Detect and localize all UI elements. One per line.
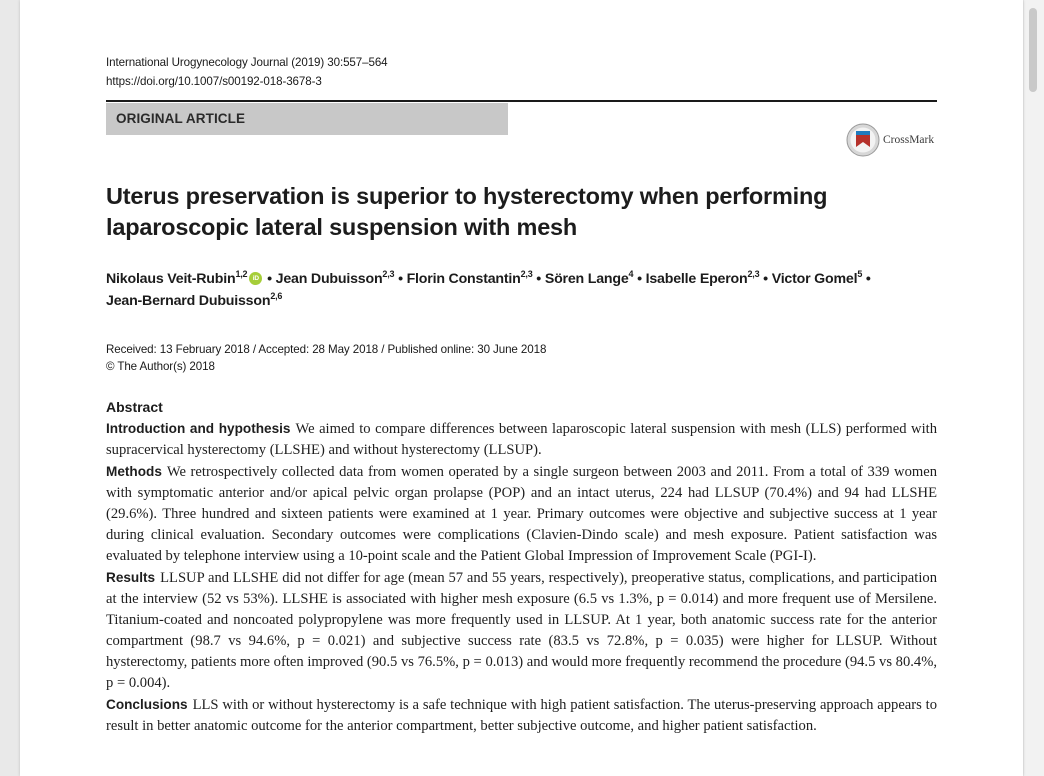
abstract-section-conclusions bbox=[106, 694, 937, 737]
author-separator: • bbox=[263, 271, 276, 287]
abstract-heading: Abstract bbox=[106, 399, 163, 415]
article-title: Uterus preservation is superior to hysterectomy when performing laparoscopic lateral suspension with mesh bbox=[106, 183, 828, 240]
section-label: Results bbox=[106, 570, 156, 585]
author-name: Jean Dubuisson bbox=[275, 271, 383, 287]
author-affiliation: 1,2 bbox=[235, 269, 248, 279]
abstract-section-methods bbox=[106, 461, 937, 567]
author-name: Jean-Bernard Dubuisson bbox=[106, 293, 271, 309]
author-name: Victor Gomel bbox=[771, 271, 858, 287]
author-affiliation: 2,6 bbox=[270, 291, 283, 301]
crossmark-icon bbox=[846, 122, 880, 158]
author[interactable] bbox=[106, 271, 263, 287]
article-type-banner bbox=[106, 103, 508, 135]
author-name: Isabelle Eperon bbox=[645, 271, 748, 287]
author-name: Florin Constantin bbox=[406, 271, 521, 287]
scrollbar[interactable] bbox=[1024, 0, 1044, 776]
section-text: We retrospectively collected data from women operated by a single surgeon between 2003 and 2011. From a total of 339 women with symptomatic anterior and/or apical pelvic organ prolapse (POP) and an intact uterus, 224 had LLSUP (70.4%) and 94 had LLSHE (29.6%). Three hundred and sixteen patients were examined at 1 year. Primary outcomes were objective and subjective success at 1 year during clinical evaluation. Secondary outcomes were complications (Clavien-Dindo scale) and mesh exposure. Patient satisfaction was evaluated by telephone interview using a 10-point scale and the Patient Global Impression of Improvement Scale (PGI-I). bbox=[106, 464, 937, 564]
author[interactable] bbox=[545, 271, 634, 287]
pdf-page bbox=[20, 0, 1023, 776]
section-label: Conclusions bbox=[106, 697, 188, 712]
author-separator: • bbox=[862, 271, 871, 287]
abstract-section-results bbox=[106, 567, 937, 694]
author[interactable] bbox=[276, 271, 395, 287]
author-affiliation: 2,3 bbox=[747, 269, 760, 279]
article-type-label: ORIGINAL ARTICLE bbox=[116, 111, 246, 126]
header-rule bbox=[106, 100, 937, 102]
section-label: Introduction and hypothesis bbox=[106, 421, 291, 436]
abstract-section-introduction bbox=[106, 418, 937, 461]
author-name: Nikolaus Veit-Rubin bbox=[106, 271, 236, 287]
section-label: Methods bbox=[106, 464, 162, 479]
publication-dates: Received: 13 February 2018 / Accepted: 28 May 2018 / Published online: 30 June 2018 bbox=[106, 343, 547, 356]
doi-link[interactable]: https://doi.org/10.1007/s00192-018-3678-3 bbox=[106, 75, 322, 88]
journal-citation: International Urogynecology Journal (2019) 30:557–564 bbox=[106, 56, 388, 69]
author-list bbox=[106, 268, 946, 312]
abstract-body bbox=[106, 418, 937, 737]
section-text: LLS with or without hysterectomy is a safe technique with high patient satisfaction. The uterus-preserving approach appears to result in better anatomic outcome for the anterior compartment, better subjective outcome, and higher patient satisfaction. bbox=[106, 697, 937, 734]
author[interactable] bbox=[772, 271, 862, 287]
author-separator: • bbox=[394, 271, 407, 287]
section-text: LLSUP and LLSHE did not differ for age (mean 57 and 55 years, respectively), preoperative status, complications, and participation at the interview (52 vs 53%). LLSHE is associated with higher mesh exposure (6.5 vs 1.3%, p = 0.014) and more frequent use of Mersilene. Titanium-coated and noncoated polypropylene was more frequently used in LLSUP. At 1 year, both anatomic success rate for the anterior compartment (98.7 vs 94.6%, p = 0.021) and subjective success rate (83.5 vs 72.8%, p = 0.035) were higher for LLSUP. Without hysterectomy, patients more often improved (90.5 vs 76.5%, p = 0.013) and would more frequently recommend the procedure (94.5 vs 80.4%, p = 0.004). bbox=[106, 570, 937, 691]
author-affiliation: 2,3 bbox=[520, 269, 533, 279]
author-separator: • bbox=[532, 271, 545, 287]
section-text: We aimed to compare differences between laparoscopic lateral suspension with mesh (LLS) performed with supracervical hysterectomy (LLSHE) and without hysterectomy (LLSUP). bbox=[106, 421, 937, 458]
author-separator: • bbox=[759, 271, 772, 287]
author-affiliation: 2,3 bbox=[382, 269, 395, 279]
author[interactable] bbox=[407, 271, 533, 287]
crossmark-badge[interactable] bbox=[846, 122, 946, 158]
author-affiliation: 5 bbox=[857, 269, 863, 279]
author-affiliation: 4 bbox=[628, 269, 634, 279]
author[interactable] bbox=[646, 271, 760, 287]
author[interactable] bbox=[106, 293, 282, 309]
copyright-notice: © The Author(s) 2018 bbox=[106, 360, 215, 373]
orcid-icon-label: iD bbox=[252, 275, 259, 282]
author-separator: • bbox=[633, 271, 646, 287]
author-name: Sören Lange bbox=[544, 271, 629, 287]
scrollbar-thumb[interactable] bbox=[1029, 8, 1037, 92]
orcid-icon[interactable] bbox=[249, 272, 262, 285]
crossmark-label: CrossMark bbox=[883, 134, 935, 146]
